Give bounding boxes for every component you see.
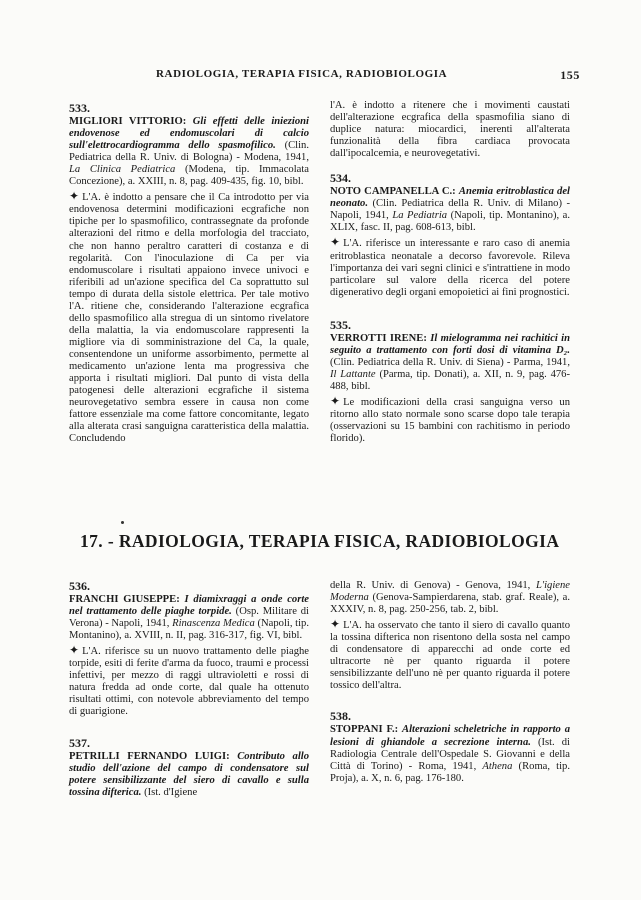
entry-citation xyxy=(69,751,309,799)
entry-journal: La Pediatria xyxy=(392,210,448,222)
entry-citation xyxy=(69,594,309,642)
entry-citation xyxy=(330,186,570,234)
entry-number: 537. xyxy=(69,735,90,750)
entry-author: FRANCHI GIUSEPPE: xyxy=(69,594,180,606)
entry-ref: (Clin. Pediatrica della R. Univ. di Siena) - Parma, 1941, xyxy=(330,356,570,368)
entry-author: MIGLIORI VITTORIO: xyxy=(69,116,187,128)
entry-journal: Athena xyxy=(482,760,513,772)
entry-journal: La Clinica Pediatrica xyxy=(69,164,176,176)
entry-ref: (Parma, tip. Donati), a. XII, n. 9, pag. 476-488, bibl. xyxy=(330,368,571,392)
entry-author: NOTO CAMPANELLA C.: xyxy=(330,186,456,198)
entry-abstract: ✦ L'A. è indotto a pensare che il Ca introdotto per via endovenosa determini modificazioni ecgrafiche non tipiche per lo spasmofilico, contrassegnate da profonde alterazioni del ritmo e della morfologia del tracciato, che non hanno peraltro caratteri di costanza e di regolarità. Con l'inoculazione di Ca per via endomuscolare i risultati appaiono invece univoci e riferibili ad un'azione specifica del Ca soprattutto sul tempo di durata della sistole elettrica. Per tale motivo l'A. ritiene che, considerando l'alterazione ecgrafica dello spasmofilico alla stregua di un sintomo rivelatore della malattia, la via endomuscolare rappresenti la migliore via di somministrazione del Ca, la quale, consentendone un uniforme assorbimento, permette al medicamento un'azione lenta ma progressiva che apporta i risultati migliori. Dal punto di vista della patogenesi delle alterazioni ecgrafiche il sistema neurovegetativo sembra essere in causa non come fattore essenziale ma come fattore concomitante, legato alla alterata crasi sanguigna caratteristica della malattia. Concludendo xyxy=(69,189,309,445)
column-bottom-right xyxy=(330,580,570,785)
entry-title: Contributo allo studio dell'azione del campo di condensatore sul potere sensibilizzante del siero di cavallo e sulla tossina difterica. xyxy=(69,750,309,798)
entry-abstract: ✦ L'A. ha osservato che tanto il siero di cavallo quanto la tossina difterica non risentono della sosta nel campo di condensatore di apparecchi ad onde corte ed ultracorte nè per quanto riguarda il potere sensibilizzante dell'uno nè per quanto riguarda il potere tossico dell'altra. xyxy=(330,617,570,692)
entry-journal: L'igiene Moderna xyxy=(330,580,570,604)
entry-ref: (Clin. Pediatrica della R. Univ. di Milano) - Napoli, 1941, xyxy=(330,198,571,222)
entry-author: VERROTTI IRENE: xyxy=(330,332,427,344)
entry-ref: della R. Univ. di Genova) - Genova, 1941, xyxy=(330,580,531,591)
column-top-left xyxy=(69,102,309,445)
column-bottom-left xyxy=(69,580,309,799)
entry-ref: (Osp. Militare di Verona) - Napoli, 1941, xyxy=(69,606,309,630)
diamond-icon: ✦ xyxy=(330,617,341,632)
entry-continuation xyxy=(330,580,570,616)
entry-author: PETRILLI FERNANDO LUIGI: xyxy=(69,750,230,762)
running-head-title: RADIOLOGIA, TERAPIA FISICA, RADIOBIOLOGIA xyxy=(156,68,448,80)
entry-ref: (Ist. di Radiologia Centrale dell'Ospedale S. Giovanni e della Città di Torino) - Roma, 1941, xyxy=(330,736,570,772)
entry-abstract: ✦ L'A. riferisce su un nuovo trattamento delle piaghe torpide, esiti di ferite d'arma da fuoco, traumi e processi infettivi, per mezzo di raggi ultravioletti e rossi di natura fredda ad onde corte, dal quale ha ottenuto risultati ottimi, con notevole abbreviamento del tempo di guarigione. xyxy=(69,643,309,718)
entry-ref: (Ist. d'Igiene xyxy=(144,786,198,798)
entry-title: Gli effetti delle iniezioni endovenose ed endomuscolari di calcio sull'elettrocardiogramma dello spasmofilico. xyxy=(69,116,309,152)
entry-citation xyxy=(330,333,570,393)
entry-citation xyxy=(69,116,309,188)
entry-ref: (Genova-Sampierdarena, stab. graf. Reale), a. XXXIV, n. 8, pag. 250-256, tab. 2, bibl. xyxy=(330,592,570,616)
entry-title: Il mielogramma nei rachitici in seguito a trattamento con forti dosi di vitamina D₂. xyxy=(330,332,570,356)
entry-author: STOPPANI F.: xyxy=(330,724,399,736)
entry-title: Alterazioni scheletriche in rapporto a lesioni di ghiandole a secrezione interna. xyxy=(330,724,570,748)
entry-title: Anemia eritroblastica del neonato. xyxy=(330,186,570,210)
entry-citation xyxy=(330,724,570,784)
entry-journal: Rinascenza Medica xyxy=(172,618,255,630)
diamond-icon: ✦ xyxy=(69,643,80,658)
entry-title: I diamixraggi a onde corte nel trattamento delle piaghe torpide. xyxy=(69,594,309,618)
entry-ref: (Napoli, tip. Montanino), a. XVIII, n. II, pag. 316-317, fig. VI, bibl. xyxy=(69,618,310,642)
entry-continuation: l'A. è indotto a ritenere che i movimenti caustati dell'alterazione ecgrafica della spasmofilia siano di duplice natura: miocardici, inerenti all'alterata funzionalità della fibra cardiaca provocata dall'ipocalcemia, e neurovegetativi. xyxy=(330,100,570,160)
entry-ref: (Roma, tip. Proja), a. X, n. 6, pag. 176-180. xyxy=(330,760,570,784)
section-title: 17. - RADIOLOGIA, TERAPIA FISICA, RADIOBIOLOGIA xyxy=(80,531,560,551)
entry-number: 534. xyxy=(330,171,351,186)
entry-number: 535. xyxy=(330,317,351,332)
column-top-right xyxy=(330,100,570,445)
entry-abstract: ✦ Le modificazioni della crasi sanguigna verso un ritorno allo stato normale sono scarse dopo tale terapia (osservazioni su 15 bambini con rachitismo in periodo florido). xyxy=(330,393,570,445)
stray-mark xyxy=(121,521,124,524)
diamond-icon: ✦ xyxy=(330,235,341,250)
entry-number: 536. xyxy=(69,579,90,593)
running-head xyxy=(60,68,580,84)
entry-journal: Il Lattante xyxy=(330,368,376,380)
entry-number: 538. xyxy=(330,709,351,724)
entry-number: 533. xyxy=(69,101,90,115)
diamond-icon: ✦ xyxy=(330,393,341,408)
entry-ref: (Napoli, tip. Montanino), a. XLIX, fasc. II, pag. 608-613, bibl. xyxy=(330,210,570,234)
page-number: 155 xyxy=(560,68,580,82)
entry-ref: (Modena, tip. Immacolata Concezione), a. XXIII, n. 8, pag. 409-435, fig. 10, bibl. xyxy=(69,164,309,188)
entry-abstract: ✦ L'A. riferisce un interessante e raro caso di anemia eritroblastica neonatale a decorso favorevole. Rileva l'importanza dei vari segni clinici e s'intrattiene in modo particolare sul valore della ricerca del potere digenerativo degli organi emopoietici ai fini prognostici. xyxy=(330,235,570,298)
diamond-icon: ✦ xyxy=(69,189,80,204)
entry-ref: (Clin. Pediatrica della R. Univ. di Bologna) - Modena, 1941, xyxy=(69,140,309,164)
